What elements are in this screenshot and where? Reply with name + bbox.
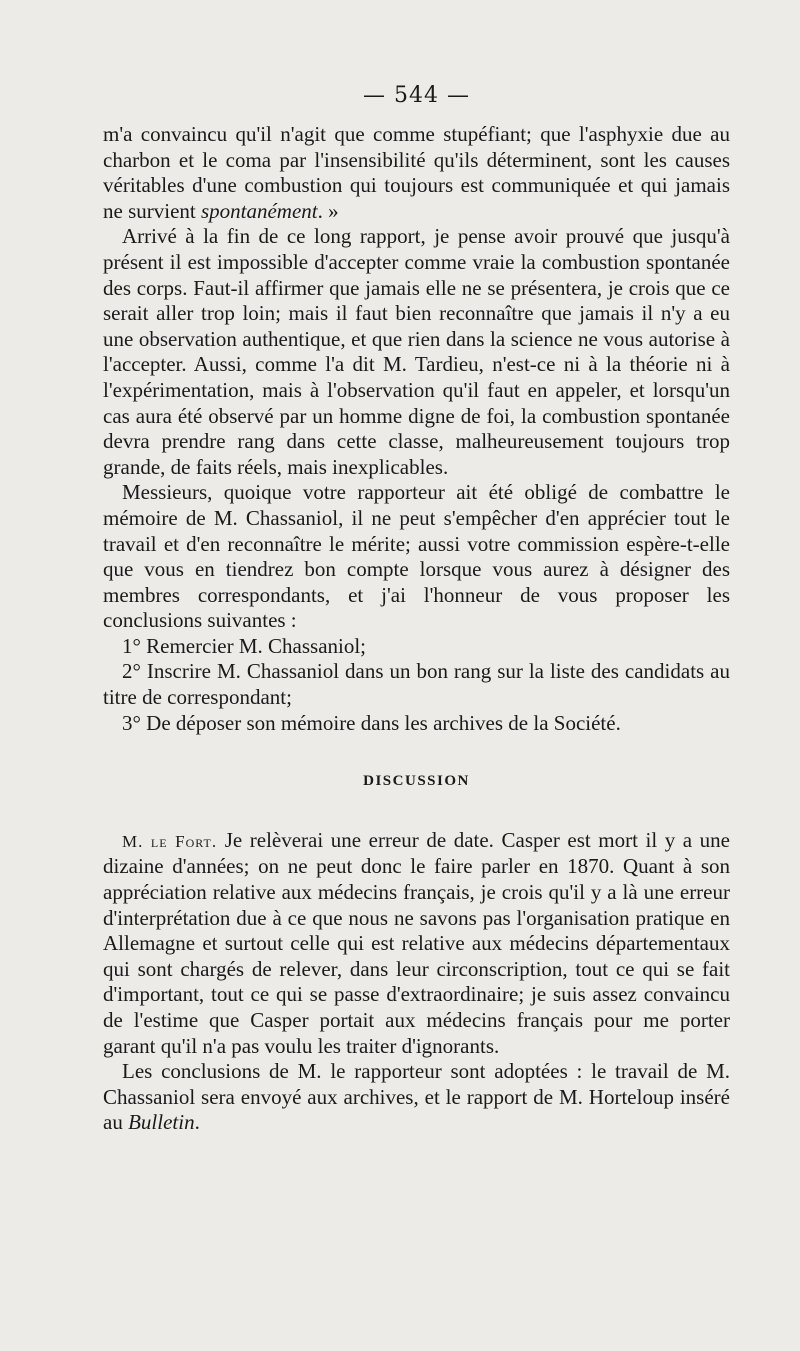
conclusion-item-3: 3° De déposer son mémoire dans les archives de la Société.	[122, 710, 621, 735]
text-run: . »	[317, 198, 339, 223]
text-run: Les conclusions de M. le rapporteur sont adoptées : le travail de M. Chassaniol sera envoyé aux archives, et le rapport de M. Horteloup inséré au	[103, 1059, 730, 1135]
text-run: m'a convaincu qu'il n'agit que comme stupéfiant; que l'asphyxie due au charbon et le coma par l'insensibilité qu'ils déterminent, sont les causes véritables d'une combustion qui toujours est communiquée et qui jamais ne survient	[103, 122, 730, 223]
speaker-name: M. le Fort.	[122, 831, 218, 851]
conclusion-item-1: 1° Remercier M. Chassaniol;	[122, 633, 367, 658]
conclusion-item-2: 2° Inscrire M. Chassaniol dans un bon rang sur la liste des candidats au titre de correspondant;	[103, 659, 730, 710]
section-heading: DISCUSSION	[363, 773, 470, 790]
main-text	[103, 122, 730, 1136]
italic-term: spontanément	[200, 198, 318, 223]
paragraph-conclusion: Arrivé à la fin de ce long rapport, je pense avoir prouvé que jusqu'à présent il est impossible d'accepter comme vraie la combustion spontanée des corps. Faut-il affirmer que jamais elle ne se présentera, je crois que ce serait aller trop loin; mais il faut bien reconnaître que jamais il n'y a eu une observation authentique, et que rien dans la science ne vous autorise à l'accepter. Aussi, comme l'a dit M. Tardieu, n'est-ce ni à la théorie ni à l'expérimentation, mais à l'observation qu'il faut en appeler, et lorsqu'un cas aura été observé par un homme digne de foi, la combustion spontanée devra prendre rang dans cette classe, malheureusement toujours trop grande, de faits réels, mais inexplicables.	[103, 224, 730, 479]
paragraph-adoption	[103, 1059, 730, 1136]
paragraph-discussion	[103, 828, 730, 1059]
paragraph-proposal: Messieurs, quoique votre rapporteur ait été obligé de combattre le mémoire de M. Chassaniol, il ne peut s'empêcher d'en apprécier tout le travail et d'en reconnaître le mérite; aussi votre commission espère-t-elle que vous en tiendrez bon compte lorsque vous aurez à désigner des membres correspondants, et j'ai l'honneur de vous proposer les conclusions suivantes :	[103, 480, 730, 633]
text-run: Je relèverai une erreur de date. Casper est mort il y a une dizaine d'années; on ne peut donc le faire parler en 1870. Quant à son appréciation relative aux médecins français, je crois qu'il y a là une erreur d'interprétation due à ce que nous ne savons pas l'organisation pratique en Allemagne et surtout celle qui est relative aux médecins départementaux qui sont chargés de relever, dans leur circonscription, tout ce qui se fait d'important, tout ce qui se passe d'extraordinaire; je suis assez convaincu de l'estime que Casper portait aux médecins français pour me porter garant qu'il n'a pas voulu les traiter d'ignorants.	[103, 827, 730, 1058]
page-number: — 544 —	[363, 83, 470, 108]
paragraph-quote-end	[103, 122, 730, 224]
italic-title: Bulletin	[128, 1110, 195, 1135]
text-run: .	[194, 1110, 200, 1135]
